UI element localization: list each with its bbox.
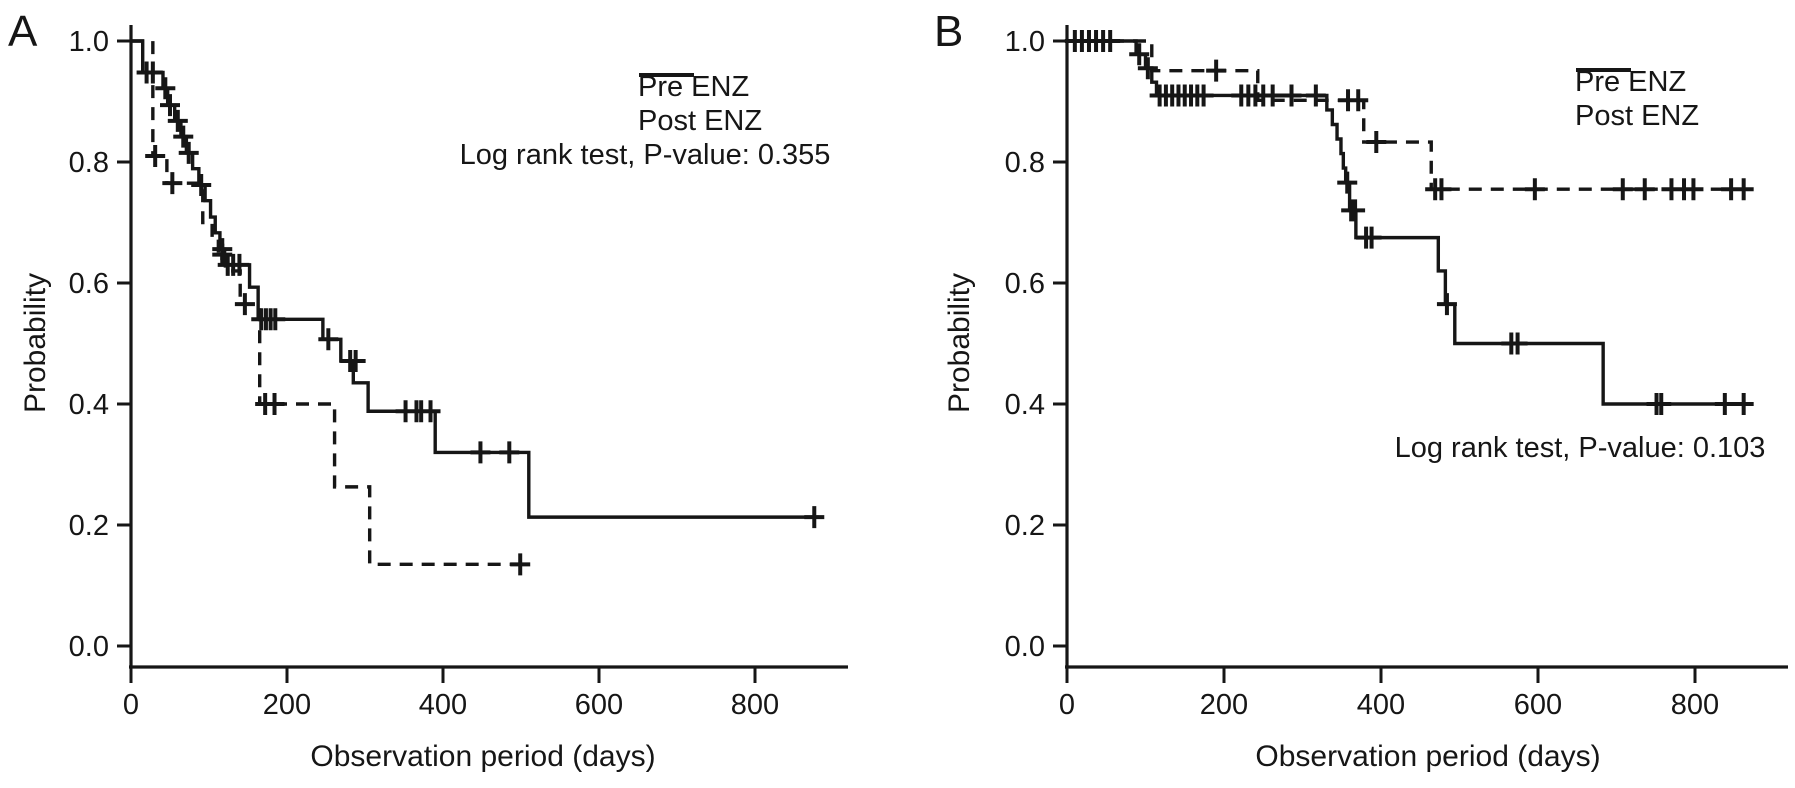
- panel-a-x-axis-title: Observation period (days): [310, 740, 656, 773]
- legend-row-post-enz: [1575, 99, 1699, 133]
- x-tick-label: 600: [574, 689, 624, 721]
- panel-a-y-axis-title: Probability: [19, 272, 52, 414]
- legend-line-dashed-icon: [638, 70, 695, 80]
- x-tick-label: 200: [262, 689, 312, 721]
- legend-row-post-enz: [638, 104, 762, 138]
- x-tick-label: 400: [418, 689, 468, 721]
- x-tick-label: 800: [1670, 689, 1720, 721]
- legend-label-pre-enz: Pre ENZ: [638, 70, 750, 103]
- y-tick-label: 0.0: [68, 631, 109, 663]
- y-tick-label: 0.6: [1004, 268, 1045, 300]
- legend-label-pre-enz: Pre ENZ: [1575, 65, 1687, 98]
- x-tick-label: 600: [1513, 689, 1563, 721]
- panel-a-legend: [638, 70, 762, 138]
- panel-b-legend: [1575, 65, 1699, 133]
- y-tick-label: 0.0: [1004, 631, 1045, 663]
- panel-b-logrank-text: Log rank test, P-value: 0.103: [1394, 432, 1766, 464]
- y-tick-label: 1.0: [68, 26, 109, 58]
- y-tick-label: 0.8: [1004, 147, 1045, 179]
- y-tick-label: 0.8: [68, 147, 109, 179]
- y-tick-label: 0.4: [1004, 389, 1045, 421]
- x-tick-label: 800: [730, 689, 780, 721]
- legend-line-dashed-icon: [1575, 65, 1632, 75]
- y-tick-label: 0.2: [1004, 510, 1045, 542]
- panel-b-letter: B: [934, 7, 964, 56]
- panel-b-y-axis-title: Probability: [943, 272, 976, 414]
- km-curve-post-enz: [131, 41, 530, 564]
- censor-marks-post-enz: [145, 145, 530, 575]
- y-tick-label: 1.0: [1004, 26, 1045, 58]
- x-tick-label: 0: [1058, 689, 1076, 721]
- y-tick-label: 0.6: [68, 268, 109, 300]
- y-tick-label: 0.4: [68, 389, 109, 421]
- panel-b-x-axis-title: Observation period (days): [1255, 740, 1601, 773]
- panel-a-logrank-text: Log rank test, P-value: 0.355: [459, 139, 831, 171]
- x-tick-label: 0: [122, 689, 140, 721]
- panel-a-letter: A: [8, 7, 38, 56]
- legend-label-post-enz: Post ENZ: [638, 104, 763, 137]
- x-tick-label: 400: [1356, 689, 1406, 721]
- y-tick-label: 0.2: [68, 510, 109, 542]
- x-tick-label: 200: [1199, 689, 1249, 721]
- legend-label-post-enz: Post ENZ: [1575, 99, 1700, 132]
